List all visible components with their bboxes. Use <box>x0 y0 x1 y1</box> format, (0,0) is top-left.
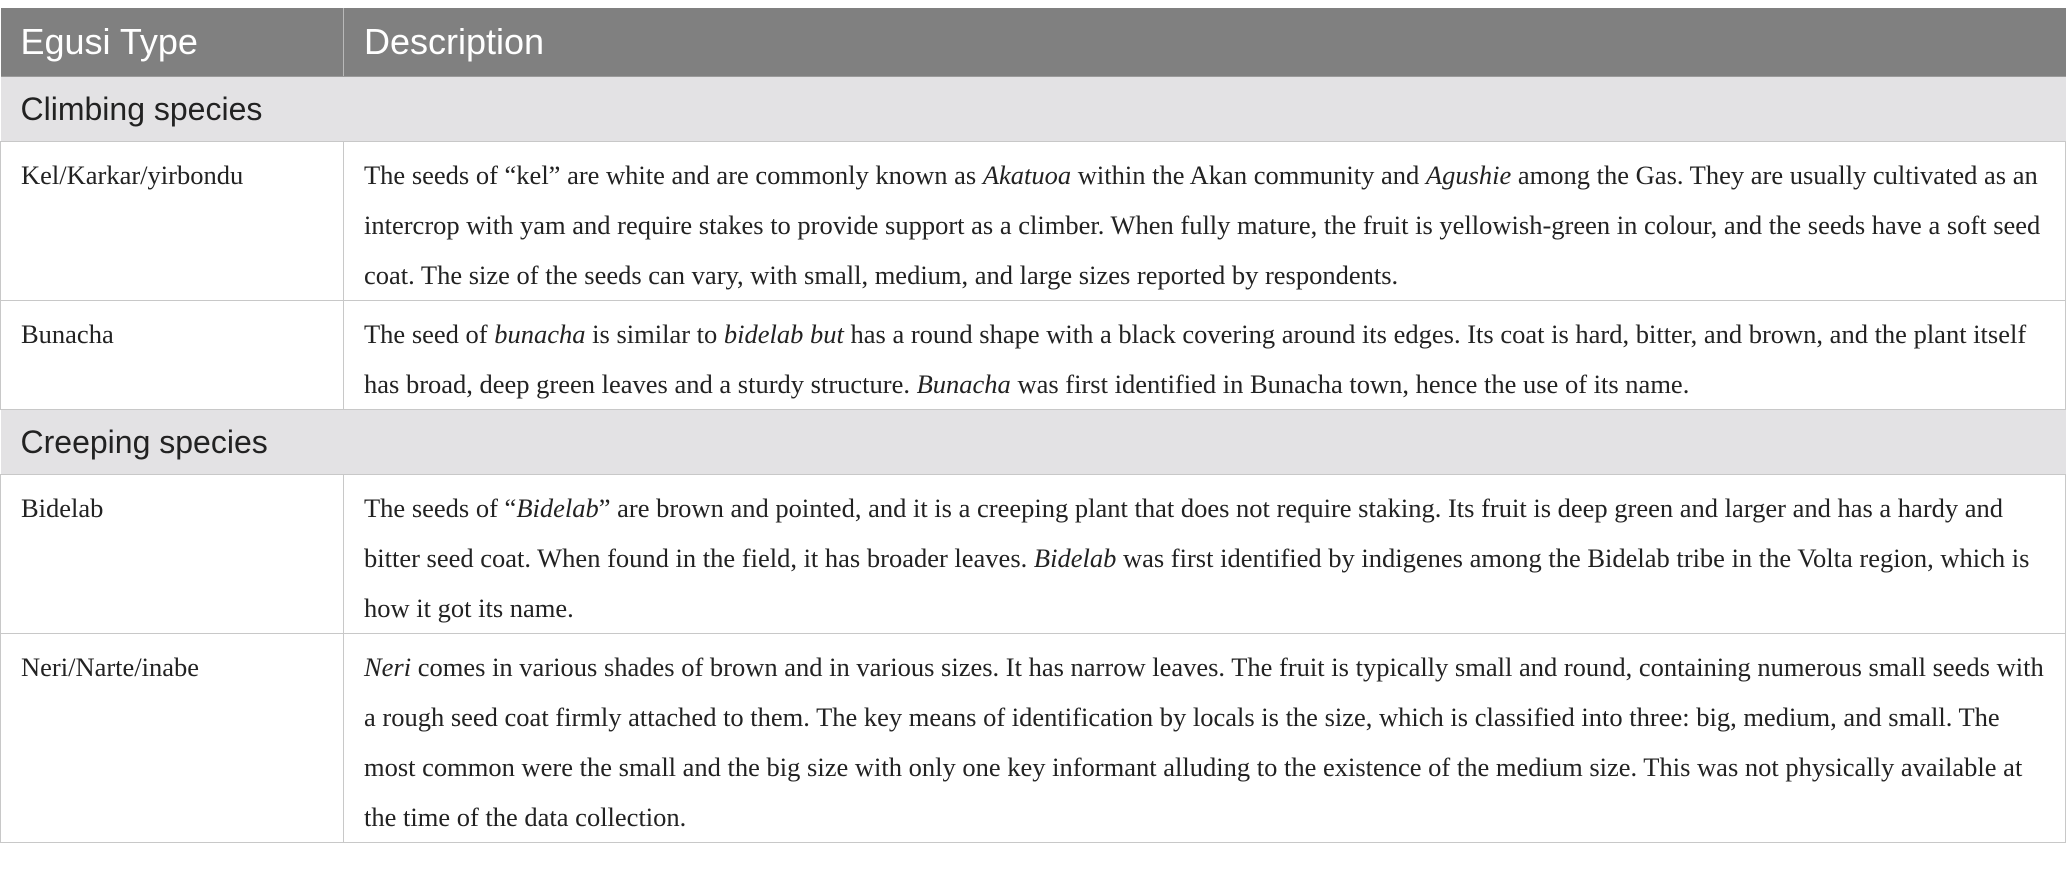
italic-term: bidelab but <box>723 319 844 349</box>
section-row-climbing <box>1 77 2066 142</box>
italic-term: Bunacha <box>916 369 1011 399</box>
egusi-type-cell: Kel/Karkar/yirbondu <box>1 142 344 301</box>
description-cell <box>344 475 2066 634</box>
egusi-type-cell: Neri/Narte/inabe <box>1 634 344 843</box>
section-title-creeping: Creeping species <box>1 410 2066 475</box>
description-text: has a round shape with a black covering around its edges. Its coat is hard, bitter, and brown, and the plant itself has broad, deep green leaves and a sturdy structure. <box>364 319 2027 399</box>
section-title-climbing: Climbing species <box>1 77 2066 142</box>
table-row <box>1 142 2066 301</box>
italic-term: Akatuoa <box>982 160 1072 190</box>
description-text: The seeds of “ <box>364 493 517 523</box>
description-text: within the Akan community and <box>1071 160 1426 190</box>
table-header-row <box>1 8 2066 77</box>
description-text: was first identified by indigenes among the Bidelab tribe in the Volta region, which is how it got its name. <box>364 543 2030 623</box>
description-text: among the Gas. They are usually cultivated as an intercrop with yam and require stakes to provide support as a climber. When fully mature, the fruit is yellowish-green in colour, and the seeds have a soft seed coat. The size of the seeds can vary, with small, medium, and large sizes reported by respondents. <box>364 160 2041 290</box>
egusi-type-cell: Bunacha <box>1 301 344 410</box>
description-text: ” are brown and pointed, and it is a creeping plant that does not require staking. Its fruit is deep green and larger and has a hardy and bitter seed coat. When found in the field, it has broader leaves. <box>364 493 2004 573</box>
description-text: The seeds of “kel” are white and are commonly known as <box>364 160 983 190</box>
table-row <box>1 634 2066 843</box>
description-text: comes in various shades of brown and in various sizes. It has narrow leaves. The fruit is typically small and round, containing numerous small seeds with a rough seed coat firmly attached to them. The key means of identification by locals is the size, which is classified into three: big, medium, and small. The most common were the small and the big size with only one key informant alluding to the existence of the medium size. This was not physically available at the time of the data collection. <box>364 652 2044 832</box>
header-egusi-type: Egusi Type <box>1 8 344 77</box>
table-row <box>1 301 2066 410</box>
italic-term: Bidelab <box>516 493 599 523</box>
description-cell <box>344 142 2066 301</box>
description-text: The seed of <box>364 319 495 349</box>
italic-term: bunacha <box>494 319 586 349</box>
table-row <box>1 475 2066 634</box>
italic-term: Agushie <box>1425 160 1512 190</box>
header-description: Description <box>344 8 2066 77</box>
egusi-type-cell: Bidelab <box>1 475 344 634</box>
description-text: was first identified in Bunacha town, hence the use of its name. <box>1010 369 1690 399</box>
italic-term: Bidelab <box>1033 543 1117 573</box>
description-cell <box>344 634 2066 843</box>
description-text: is similar to <box>585 319 724 349</box>
italic-term: Neri <box>364 652 412 682</box>
section-row-creeping <box>1 410 2066 475</box>
egusi-types-table <box>0 8 2066 843</box>
description-cell <box>344 301 2066 410</box>
